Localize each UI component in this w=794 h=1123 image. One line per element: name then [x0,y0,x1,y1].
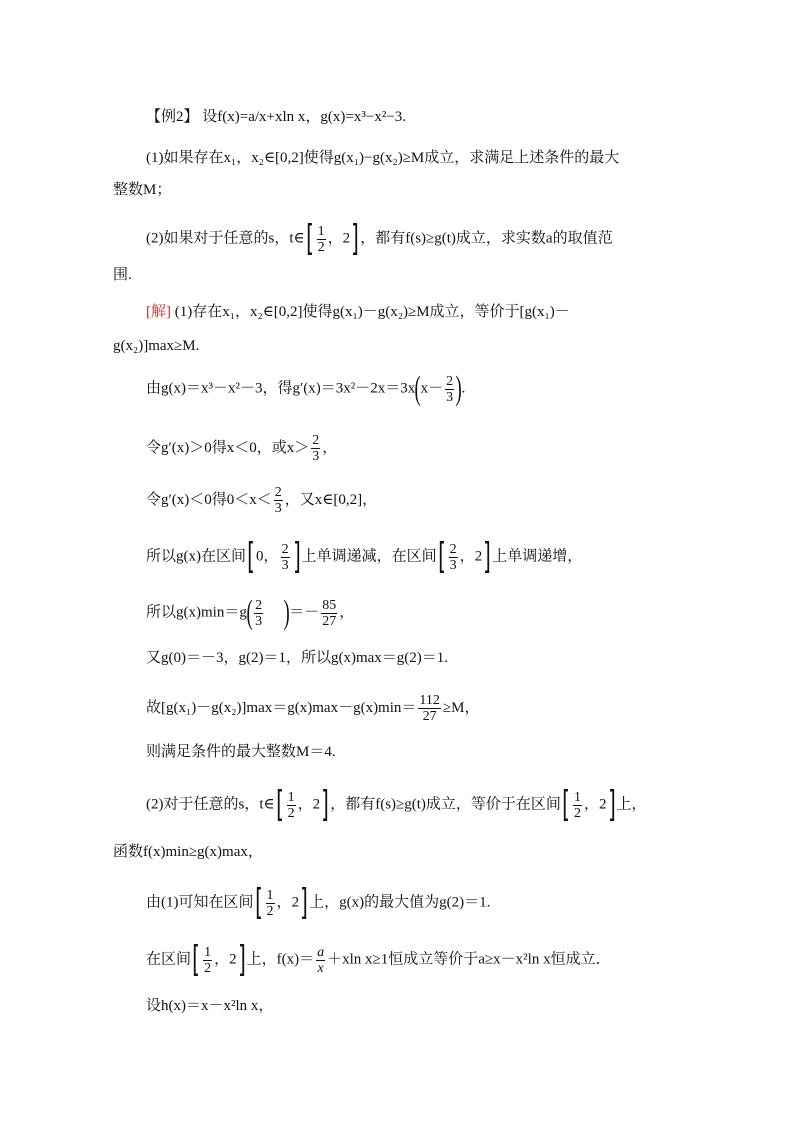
s7-text: 所以g(x)min＝g [146,604,247,621]
solution-line-15: 设h(x)＝x－x²ln x， [146,998,274,1014]
left-bracket: [ [437,536,446,577]
solution-line-8: 又g(0)＝－3，g(2)＝1，所以g(x)max＝g(2)＝1. [146,650,449,666]
solution-line-9 [146,693,479,724]
s3-text: 由g(x)＝x³－x²－3，得g′(x)＝3x²－2x＝3x [146,380,416,397]
fraction-85-27: $\frac{85}{27}$ [322,597,337,629]
fraction-two-thirds: $\frac{2}{3}$ [281,541,289,573]
s11-text: (2)对于任意的s，t∈ [146,796,275,813]
question-2-line-1: (2)如果对于任意的s，t∈[ $\frac{1}{2}$ ，2]，都有f(s)≥g(t)成立，求实数a的取值范 [146,218,613,259]
two: 2 [599,796,607,813]
s6-mid: 上单调递减，在区间 [301,548,437,565]
solution-line-14: 在区间[ $\frac{1}{2}$ ，2]上，f(x)＝ $\frac{a}{x}$ ＋xln x≥1恒成立等价于a≥x－x²ln x恒成立． [146,939,611,980]
s13-tail: 上，g(x)的最大值为g(2)＝1. [309,894,491,911]
s9-tail: ≥M， [442,699,480,716]
solution-line-1 [146,302,570,322]
left-paren: ( [246,594,253,631]
left-bracket: [ [192,939,200,980]
s3-x: x－ [420,380,444,397]
solution-tag: [解] [146,304,171,320]
fraction-half: $\frac{1}{2}$ [266,887,274,919]
s14-tail: ＋xln x≥1恒成立等价于a≥x－x²ln x恒成立． [327,951,611,968]
s5-text: 令g′(x)＜0得0＜x＜ [146,491,272,508]
left-bracket: [ [275,784,284,825]
s4-tail: ， [322,439,338,456]
right-bracket: ] [237,939,246,980]
example-tag: 【例2】 [146,109,199,125]
right-bracket: ] [292,536,301,577]
solution-line-5 [146,485,377,516]
solution-line-6: 所以g(x)在区间[0， $\frac{2}{3}$ ]上单调递减，在区间[ $\frac{2}{3}$ ，2]上单调递增， [146,536,583,577]
solution-line-11: (2)对于任意的s，t∈[ $\frac{1}{2}$ ，2]，都有f(s)≥g(t)成立，等价于在区间[ $\frac{1}{2}$ ，2]上， [146,784,647,825]
right-bracket: ] [607,784,616,825]
s6-text: 所以g(x)在区间 [146,548,246,565]
fraction-112-27: $\frac{112}{27}$ [419,693,440,724]
fraction-two-thirds: $\frac{2}{3}$ [274,485,282,516]
left-paren: ( [414,370,422,407]
s11-mid: ，都有f(s)≥g(t)成立，等价于在区间 [330,796,561,813]
left-bracket: [ [562,784,570,825]
two: 2 [291,894,300,911]
s7-tail: ， [339,604,355,621]
two: 2 [474,548,483,565]
fraction-two-thirds: $\frac{2}{3}$ [449,541,457,573]
s6-tail: 上单调递增， [492,548,583,565]
example-statement [146,107,406,127]
right-bracket: ] [483,536,492,577]
solution-line-10: 则满足条件的最大整数M＝4. [146,744,336,760]
interval-end: 2 [342,230,351,247]
solution-line-2: g(x₂)]max≥M. [113,338,200,354]
solution-line-13: 由(1)可知在区间[ $\frac{1}{2}$ ，2]上，g(x)的最大值为g(2)＝1. [146,882,491,923]
q2-text-b: ，都有f(s)≥g(t)成立，求实数a的取值范 [360,230,613,247]
two: 2 [229,951,237,968]
solution-line-12: 函数f(x)min≥g(x)max， [113,844,263,860]
fraction-half: $\frac{1}{2}$ [287,789,295,821]
left-bracket: [ [247,536,255,577]
solution-line-3: 由g(x)＝x³－x²－3，得g′(x)＝3x²－2x＝3x(x－ $\frac{2}{3}$ ). [146,370,466,407]
s7-mid: ＝－ [289,604,320,621]
left-bracket: [ [254,882,263,923]
s13-text: 由(1)可知在区间 [146,894,254,911]
two: 2 [312,796,321,813]
solution-text-1: (1)存在x₁，x₂∈[0,2]使得g(x₁)－g(x₂)≥M成立，等价于[g(x₁)－ [174,304,570,320]
fraction-two-thirds: $\frac{2}{3}$ [446,373,454,405]
fraction-two-thirds: $\frac{2}{3}$ [255,597,263,629]
left-bracket: [ [305,218,314,259]
example-stmt: 设f(x)=a/x+xln x，g(x)=x³−x²−3. [202,109,407,125]
s9-text: 故[g(x₁)－g(x₂)]max＝g(x)max－g(x)min＝ [146,699,417,716]
fraction-half: $\frac{1}{2}$ [204,944,212,976]
fraction-two-thirds: $\frac{2}{3}$ [312,433,320,464]
zero: 0 [256,548,264,565]
q2-text-a: (2)如果对于任意的s，t∈ [146,230,305,247]
right-bracket: ] [300,882,308,923]
question-1-line-1: (1)如果存在x₁，x₂∈[0,2]使得g(x₁)−g(x₂)≥M成立，求满足上述条件的最大 [146,150,620,166]
fraction-half: $\frac{1}{2}$ [317,223,325,255]
question-2-line-2: 围. [113,267,132,283]
right-bracket: ] [321,784,330,825]
s14-mid: 上，f(x)＝ [246,951,315,968]
solution-line-7 [146,596,354,630]
fraction-a-over-x: $\frac{a}{x}$ [317,944,325,976]
s11-tail: 上， [616,796,647,813]
right-paren: ) [283,594,290,631]
s4-text: 令g′(x)＞0得x＜0，或x＞ [146,439,310,456]
s14-text: 在区间 [146,951,192,968]
s5-tail: ，又x∈[0,2]， [284,491,378,508]
right-paren: ) [455,370,462,407]
question-1-line-2: 整数M； [113,182,172,198]
solution-line-4 [146,433,337,464]
fraction-half: $\frac{1}{2}$ [573,789,581,821]
right-bracket: ] [351,218,360,259]
